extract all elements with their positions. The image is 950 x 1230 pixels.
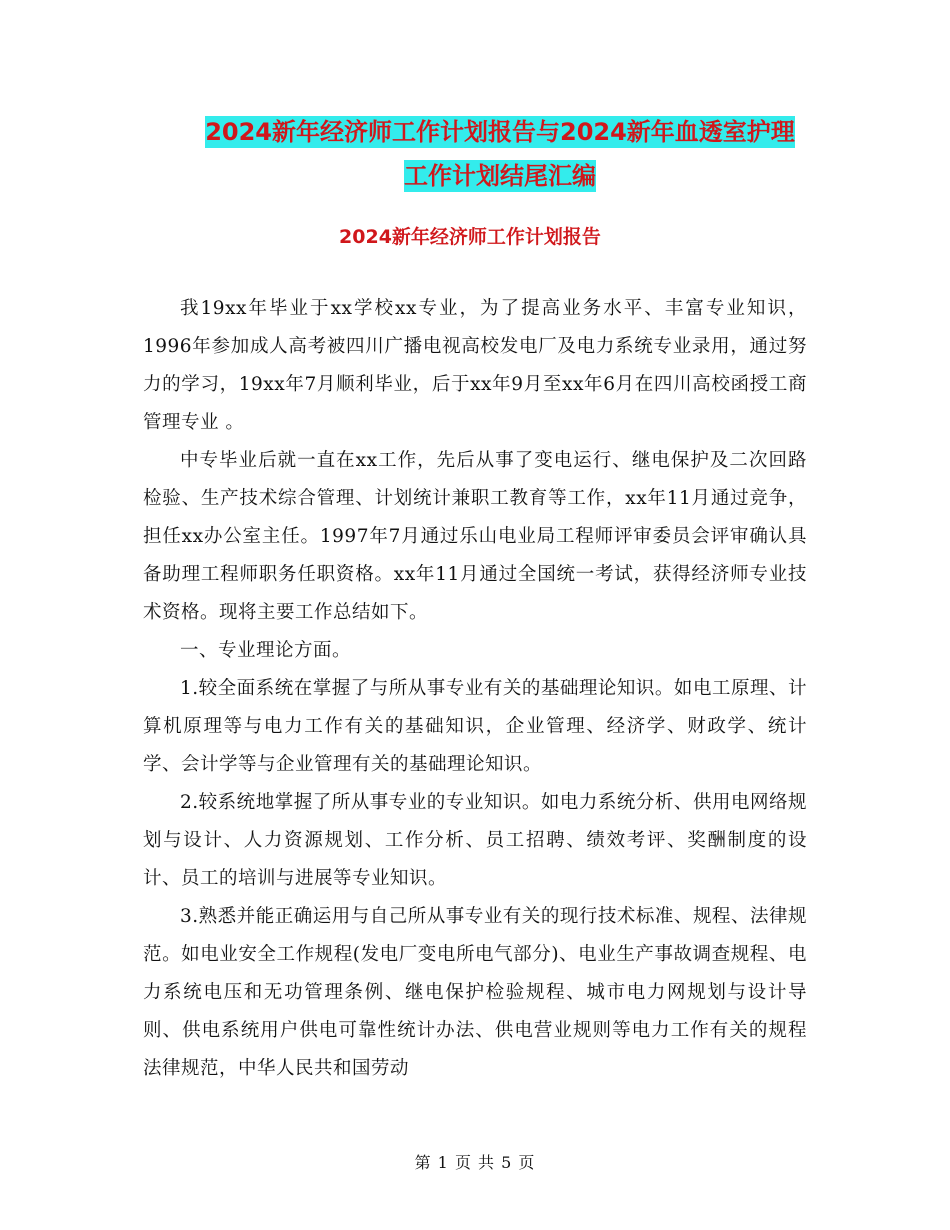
body-paragraph: 1.较全面系统在掌握了与所从事专业有关的基础理论知识。如电工原理、计算机原理等与电力工作有关的基础知识，企业管理、经济学、财政学、统计学、会计学等与企业管理有关的基础理论知识。 bbox=[143, 678, 807, 775]
section-title: 2024新年经济师工作计划报告 bbox=[339, 226, 601, 248]
body-paragraph: 中专毕业后就一直在xx工作，先后从事了变电运行、继电保护及二次回路检验、生产技术综合管理、计划统计兼职工教育等工作，xx年11月通过竞争，担任xx办公室主任。1997年7月通过乐山电业局工程师评审委员会评审确认具备助理工程师职务任职资格。xx年11月通过全国统一考试，获得经济师专业技术资格。现将主要工作总结如下。 bbox=[143, 450, 807, 623]
body-paragraph: 我19xx年毕业于xx学校xx专业，为了提高业务水平、丰富专业知识，1996年参加成人高考被四川广播电视高校发电厂及电力系统专业录用，通过努力的学习，19xx年7月顺利毕业，后于xx年9月至xx年6月在四川高校函授工商管理专业 。 bbox=[143, 298, 807, 433]
document-title bbox=[140, 110, 860, 198]
page-number-footer: 第 1 页 共 5 页 bbox=[414, 1153, 536, 1172]
body-paragraph: 3.熟悉并能正确运用与自己所从事专业有关的现行技术标准、规程、法律规范。如电业安全工作规程(发电厂变电所电气部分)、电业生产事故调查规程、电力系统电压和无功管理条例、继电保护检验规程、城市电力网规划与设计导则、供电系统用户供电可靠性统计办法、供电营业规则等电力工作有关的规程法律规范，中华人民共和国劳动 bbox=[143, 906, 807, 1079]
document-body bbox=[143, 290, 807, 1088]
body-paragraph: 一、专业理论方面。 bbox=[180, 640, 352, 661]
document-title-line-1: 2024新年经济师工作计划报告与2024新年血透室护理 bbox=[205, 118, 795, 146]
body-paragraph: 2.较系统地掌握了所从事专业的专业知识。如电力系统分析、供用电网络规划与设计、人力资源规划、工作分析、员工招聘、绩效考评、奖酬制度的设计、员工的培训与进展等专业知识。 bbox=[143, 792, 807, 889]
document-title-line-2: 工作计划结尾汇编 bbox=[404, 162, 596, 190]
